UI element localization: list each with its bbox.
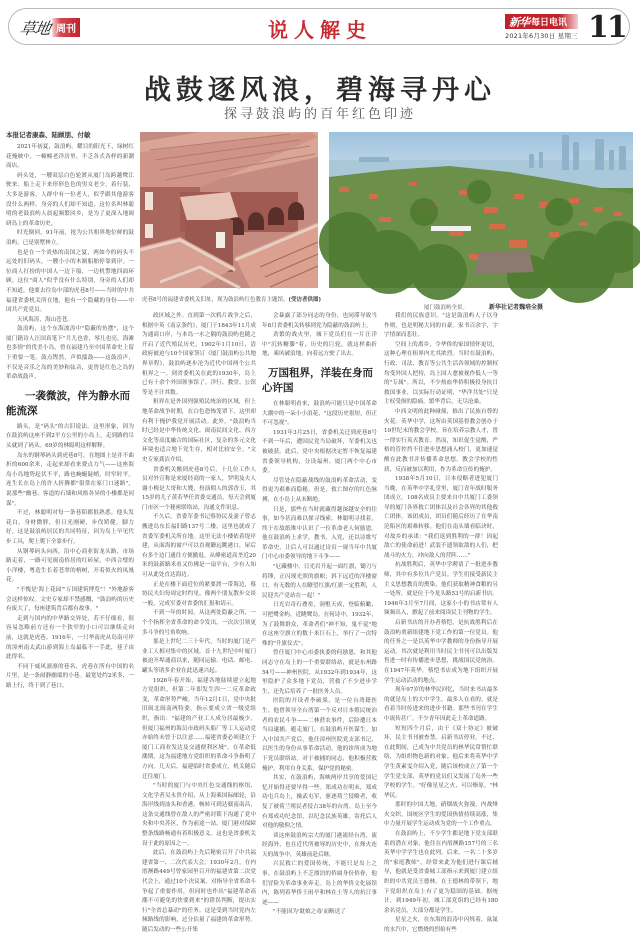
photo-credit-building: (受访者供图): [288, 297, 322, 303]
paragraph: 现年97岁的林华民回忆，当时来书店最多的就是岛上的大中学生。最多人在看的，就是看着当时传进来的进步书籍。那些书刊在学生中流传甚广，不少青年因此走上革命道路。: [384, 687, 498, 722]
paragraph: 1926年春开始，福建各地陆续建立起地方党组织，但第二年即发生四一二反革命政变，革命形势严峻。当年12月1日，党中央批旧闽北闽南两特委，指示要成立省一级党组织，指出："福建的产业工人成分居最极少，但厦门福州的海员市政码头船厂等工人运动党亦始终未曾于以注意……福建省委必须建立于厦门工商业发达及交通便利区域"。在革命低潮期，这为福建地方党组织的革命斗争指明了方向。几天后，福建临时省委成立，机关随后迁往厦门。: [142, 677, 256, 780]
paragraph: 中西文明的此种碰撞，推出了民族自尊的火花。英华中学，这所由英国基督教会创办于19世纪末的教会学校，旨在培养宗教人才，曾一律实行英式教育。然而，知识促生觉醒，严格的管控挡不住进步思想涌入校门，更加速觉醒在此教书并传播革命思想。教会学校的性质，反而被加以利用，作为革命宣传的掩护。: [384, 408, 498, 473]
photo-caption-building-text: 虎巷8号的福建省委机关旧址，现为鼓浪屿红色教育主题馆。: [142, 297, 289, 303]
paragraph: 不过，林聪明对每一条巷陌都很熟悉。他头发花白，身材微胖，但日光刚硬，步伐矫健。脚力好，这是鼓浪屿居民的共同特征，因为岛上早见代步工具，爬上爬下全靠步行。: [6, 510, 134, 545]
byline: 本报记者康森、陆顾朋、付敏: [6, 131, 91, 139]
paragraph: 在鼓浪屿上，不少学生都是地下党支部联系的潜在对象，他住在内厝澳路157号的三名英华中学学生也在此列。后来，一名二十多岁的"家庭教师"，经常来此为他们进行课后辅导，他就是受省委城工部指示来到厦门建立组织的中共党员王德林。在王德林的带领下，地下党组织在岛上有了更为稳固的基础。据统计，到1949年初，城工部党组的已经有180余名党员，大部分都是学生。: [384, 831, 498, 914]
paragraph: 启新书店的开办者蔡恺，是抗战胜利后在鼓浪屿重新组建地下党工作的第一位党员。他的任务之一是以英华中学教师的身份指导开展运动。其次就是利用当时民主书刊可以出版发售进一时有传播进步思想，挑战国民党统治。在1947年英华，蔡恺书店成为地下组织开展学生运动活动的地点。: [384, 620, 498, 684]
paragraph: 租界在是外国列强殖民统治的区域，但上地革命战争时期，在白色恐怖笼罩下，这里却有利于掩护我党开展活动。此外，"鼓浪屿当时已经是中华传统文化、闽南民间文化、西方文化等高度融合的国际社区，复杂的多元文化环境也适合地下党生存，相对比较安全。"文史专家龚洁介绍。: [142, 399, 256, 463]
newspaper-logo: [505, 14, 578, 29]
photo-caption-panorama: 厦门鼓浪屿全景。: [424, 305, 469, 311]
paragraph: 日光岩奇石叠垒，洞壑天成，登临俯瞰，可把鹭金屿，近眺鹭岛。在何诗中，1932年，为了鼓舞群众，革命者们"神不知，鬼不觉"地在这座空旗立的数十米巨石上，举行了一次特殊的"升旗仪式"。: [262, 602, 377, 647]
paragraph: 劲繁的战火里，城下党员们在一片汪洋中"沉转糖滕"着，历史的巨轮，就这样曲折地，乘风破浪地，向着远方驶了出去。: [262, 332, 377, 358]
issue-date: 2021年6月30日 星期三: [505, 32, 578, 40]
paragraph: 正是在楼下面近位的紧要渡一带海边，蔡协民夫妇每周定时约见、像两个朋友散步交谈一般，完成军委对省委的汇报和请示。: [142, 581, 256, 607]
weekly-brand-tag: 周刊: [52, 18, 80, 37]
article-column-5-wrapper: [384, 312, 632, 924]
paragraph: 在林聪明看来，鼓浪屿可能只是中国革命大潮中的一朵小小浪花，"这段历史很短，但正不可忽视"。: [262, 400, 377, 427]
paragraph: 从钢琴码头向西，沿中心商业街龙头路，市场路走着，一路可见闽南侨居的红砖屋，中西合璧的小洋楼，粤造生长着苍翠的榕树，开着似火的凤凰花。: [6, 548, 134, 584]
paragraph: 不到一年的时间，从这两处隐蔽之所，一个个指挥全省革命的命令发出，一次次引领更多斗争的号角吹响。: [142, 610, 256, 636]
paragraph: 码头处，一艘双层白色轮渡从厦门岛跨越鹭江驶来。船上走下来形形色色的男女老少，着行装，大多是游客。人群中有一位老人，似乎跟其他游客没什么两样。身旁的人们却不知道，这位名叫林聪明的老鼓浪屿人晨起频繁回乡，是为了更深入地调研岛上的革命历史。: [6, 172, 134, 227]
paragraph: 空间上的离乡，令华侨的家国情怀更切，这种心理在租界内尤其浓烈。当时在鼓浪屿，行政、司法、教育等公共生活各领域的控制权均受外国人把持，岛上国人愈被视作低人一等的"专属"。所以，不少热血华侨积极投身抗日救国事业，以实际行动证明，"华洋共处"只是主权受损的隐痛，繁华背后，无尽沧桑。: [384, 341, 498, 406]
paragraph: 不同于威风凛凛的巷名，虎巷在所有中国的名片里，是一条闹静幽谧的小巷。最宽处约2米多，一路上行，终于到了巷口。: [6, 663, 134, 689]
paragraph: 会暴露了部分同志的身份，也同滞导致当年8月省委机关转移到党为隐蔽的鼓浪屿上。: [262, 313, 377, 329]
paragraph: 鼓浪屿，这个东海波涛中"隐蔽的鱼摆"，这个厦门籍诗人汪国真笔下"月儿也香，琴儿也亮，海滩也多情"的优美小岛，曾在福建乃至中国革命史上留下重要一笔。鼓点铿然，声似擂鼓——这鼓浪声，不仅是音乐之岛的美妙和弦音，更曾是红色之岛的革命战鼓声。: [6, 326, 134, 381]
paragraph: 时光倒回，91年前，抢为公共租界地位鲜的鼓浪屿，已是别墅林立。: [6, 230, 134, 246]
paragraph: 只是，那些在当时就藏得越深越安全的往事，如今甚而难以探寻线索。林聪明寻找着，终于在故纸堆中认识了一位革命老人何励恩。他在鼓浪屿上求学，教书，入党，还以诗歌写革命史，让后人可以通过诗页一窥当年中共厦门中心市委领导的地下斗争——: [262, 506, 377, 561]
paragraph: 1938年5月10日，日本侵略者进犯厦门当晚，在英华中学礼堂里，厦门青年战时服务团成立。108名成员主要来自中共厦门工委领导的厦门各界救亡团体以及社会各界的其他救亡团体。该团成员，团员们随后经历了在华南沦陷区的艰难转移。他们在南头墙看临诀时，对故乡的承诺："我们返到胜利的一群！因起敌亡的使命前进！武装不遗领取敌的人们，把战斗的火力，冲向敌人的营阵……": [384, 476, 498, 559]
paragraph: "不能因为'耽娘之毒'而断送了: [273, 909, 346, 916]
weekly-brand-script: 草地: [18, 18, 52, 38]
building-photo-graphic: [140, 132, 318, 288]
newspaper-logo-script: 新华: [509, 15, 529, 29]
article-column-1: [6, 143, 134, 923]
newspaper-brand: [505, 14, 578, 40]
section-title: 说人解史: [268, 18, 372, 42]
paragraph: "厄藏楼中，日光岩升起一面红旗，锄刀与将锤，正闪现光照的旗帜；斜下远近的洋楼窗口，有无数的人在瞭望红旗/红旗一定胜利，人民迎共产党站在一起！": [262, 564, 377, 599]
section-subheading-2: [262, 366, 377, 396]
section-subheading-1: [6, 389, 134, 419]
island-panorama-graphic: [329, 132, 633, 288]
paragraph: 我们的民族意识。"这是鼓浪屿人子以身作则，也是明秘大同的自豪。家书百余字，字字情深而悲壮。: [384, 313, 498, 339]
subheading-line-2: 心许国: [262, 381, 294, 394]
island-panorama-photo: [329, 132, 633, 288]
paragraph: 曾任厦门中心市委执委的何励恩，和其他同志守在岛上的一个重要联络站，就是东州路54号——神州医院。从1932年到1934年，这里隐护了众多地下党员，营救了不少进步学生，还先后培养了一批医务人员。: [262, 650, 377, 695]
paragraph: 尽管处在隐蔽战线的鼓浪屿革命活动，变得更为艰难而隐秘。但是，救亡图存的红色脉搏，在小岛上从未断绝。: [262, 477, 377, 503]
paragraph: 其实，在鼓浪屿，海峡两岸共享的爱国记忆开始得还要早得一些。郑成功在明末，郑成功屯兵岛上，操武屯军，驱逐荷兰侵略者，收复了被荷兰殖民者侵占38年的台湾。岛上至今有郑成功纪念馆，以纪念民族英雄，寄托后人对他的敬仰之情。: [262, 775, 377, 830]
paragraph: 抗战胜利后，英华中学聘请了一批进步教师，其中有多位共产党员。学生们接受新民主主义思想教育的熏染，他们获取精神食粮的另一处所，就是位于今龙头路53号的启新书店。1946年3月至7月间，这家小小的书店常有人频频出入，掀起了前来阅读民主刊物的学生。: [384, 562, 498, 617]
photo-caption-building: [142, 295, 321, 303]
article-column-3: [262, 312, 377, 924]
paragraph: 走到与国内的中华路交界处，若不仔细看，很容易忽略前方还有一个狭窄的小口可以继续走向前，这就是虎巷。1916年，一只华南虎从岛南可岸的漳州南太武山游到海上岛最临不一手此，巷子由此得名。: [6, 615, 134, 661]
paragraph: 岛东的钢琴码头到虎巷8号，在地图上是并不曲折的600余米，走起来却看来费点力气——这座海岛小岛地势起伏不平，路也蜿蜒陡峭，时窄时平。连生长在岛上的许人折腾都"很常在家门口迷路"，说那些"幽巷、客道的石墙和风格各异的小楼都是同谋"。: [6, 452, 134, 507]
subheading-line-2: 能流深: [6, 404, 38, 417]
paragraph: 谈这座鼓浪屿宗大的厦门港流经台湾，流经海外，也在近代所被辱的历史中，在烽火连天的战争中，英雄前赴后继。: [262, 832, 377, 858]
paragraph: 政区域之外。直到第一次鸦片战争之后，根据中英《南京条约》，厦门于1843年11月成为通商口岸，与本岛一水之隔的鼓浪屿也随之开启了近代殖民历史。1902年1月10日，清政府被迫与10个国家签订《厦门鼓浪屿公共地界章程》，鼓浪屿逐步沦为近代中国两个公共租界之一。到省委机关在此的1930年，岛上已有十余个外国领事馆了。洋行、教堂、公馆等是不计其数。: [142, 313, 256, 396]
newspaper-name: 每日电讯: [531, 18, 568, 28]
article-subtitle: 探寻鼓浪屿的百年红色印迹: [223, 107, 416, 122]
paragraph: 路头，是"码头"的古旧说法。这里形象，因为在鼓浪屿这座不到2平方公里的小岛上，走到路的尽头就到了码头。69岁的林聪明这样解释。: [6, 423, 134, 450]
paragraph: 短短四个月后，由于《双十协定》被破坏，民主书刊被查禁。启新书店停业。不过，在此期间，已成为中共党员的林华民常帮忙联络，为组织物色新的对象。他后来将英华中学学生黄素雯介绍入党，随后该校成立了第一个学生党支部，英华的党员们又发展了岛外一些学校的学生。"好像星星之火，可以燎原。"林华民。: [384, 725, 498, 799]
page-number: 11: [588, 10, 626, 45]
paragraph: 那是上世纪二三十年代，当时的厦门是产业工人相对集中的区域。首十九世纪中叶厦门被迫开埠通商以来，随同运输、电话、邮电、罐头等诸多企业在此迅速兴起。: [142, 639, 256, 674]
subheading-line-1: 一袭微波，伴为静水而: [25, 389, 130, 402]
paragraph: 星星之火，在东海的浪涛中闪烁着，氤氲的水汽中，它燃烧的烈焰有些: [384, 917, 498, 933]
paragraph: 那时的中国大地，硝烟战火弥漫，内战烽火交织，国统区学生的爱国热情持续高涨，集中力量开展学生运动成为党的一个工作重点。: [384, 802, 498, 828]
building-photo: [140, 132, 318, 288]
paragraph: "当时的厦门与中央红色交通线的枢纽、文化学者吴永贵介绍，从上海乘国际邮轮，沿海岸线到汕头和香港，畅转可到达赣南南昌，这条交通线曾在敌人的严密封锁下沟通了党中央和中央苏区，作为前途一站，厦门港对保障整条线路畅通有着积极意义。这也是省委机关设于此的原因之一。: [142, 783, 256, 847]
paragraph: 1931年3月25日，省委机关迁到虎巷8号不到一年后，遭国民党当局破坏，军委机关也被破获。此后，党中央根据决定暂不恢复福建省委领导机构，分设福州、厦门两个中心市委。: [262, 429, 377, 475]
paragraph: "不愧是'海上花园'"万国建筑博览"！"外地游客会这样惊叹。文史专家却不禁感慨，"鼓浪屿的历史有废大了，每座建筑背后都有故事。": [6, 586, 134, 613]
subheading-line-1: 万国租界，洋装在身而: [268, 366, 373, 379]
paragraph: 省委机关搬到虎巷8号后，十几位工作人员对外宣称是来厦经商的一家人，罗明及夫人谢小梅是大哥和大嫂，扮演佣人的郭香玉，其15岁的儿子黄若华任省委交通员，每天会到厦门市区一个秘密联络站，沟通文件讯息。: [142, 466, 256, 511]
article-title: 战鼓逐风浪，碧海寻丹心: [144, 75, 496, 106]
paragraph: 兴民救亡的爱国传统，不能只是岛上之事。在鼓浪屿上不乏漂泊的侨属身份侨眷，他们冒险为革命事业奔走。岛上的华侨文化展馆内，陈列着华侨王雨亭和林在土等人的抗日事迹——: [262, 861, 377, 906]
paragraph: 2021年初夏，鼓浪屿。耀目的阳光下，绿树红花掩映中，一幢幢老洋房里，不乏各式各样的新潮商店。: [6, 144, 134, 170]
paragraph: 此后，在鼓浪屿上先后秘密召开了中共福建省第一、二次代表大会。1930年2月，在内厝澳路449号曾家园里召开的福建省第二次党代会上，通过10个决议案，对指导全省革命斗争起了重要作用，但同时也作出"福建革命高潮不可避免的快要到来"的错误判断，提出实行"全省总暴动"的任务。这是受到当时党内左倾路线的影响，过分估量了福建的革命形势。随后发动的一些公开集: [142, 850, 256, 933]
paragraph: 医院的开设者李硕果，是一位台湾籍医生。他曾领导全台湾第一个反对日本殖民统治者的农民斗争——二林蔗农事件，后险遭日本当局逮捕，避走厦门，在鼓浪屿开医谋生。加入中国共产党后，他任漳州医院党支部书记，以医生的身份从事革命活动，他的诊所成为地下党员联络站。对于被捕的同志，他积极营救掩护。利用自身关系，保护党的秘密。: [262, 698, 377, 772]
paragraph: 也是在一个炎热的南国之夏，两如今的码头不远处的旧码头，一艘小小的木制船舶停靠到岸。一位商人打扮的中国人一边下船，一边机警地四面环顾。这位"商人"似乎没有什么特别，身旁的人们却不知道，他要去往岛中部的虎巷8号——当时的中共福建省委机关所在地，他有一个隐藏的身份——中国共产党党员。: [6, 249, 134, 314]
paragraph: 天风海涛，海山苍苍。: [17, 316, 73, 323]
paragraph: 不久后，省委军委书记蔡协民及妻子曾志搬进岛东长福旧路137号二楼。这里也就成了省委军委机关所在地。这里无法小楼依着堤岸建，从面海的窗户可以直观瞭远眺港口，屋后有多个边门通往方便撤退。从峰密道高垄近20米的鼓新路米看又仿佛是一扇平台，少有人知可从此处直达海边。: [142, 514, 256, 579]
article-column-2: [142, 312, 256, 933]
photo-credit-panorama: 新华社记者魏培全摄: [489, 304, 544, 311]
